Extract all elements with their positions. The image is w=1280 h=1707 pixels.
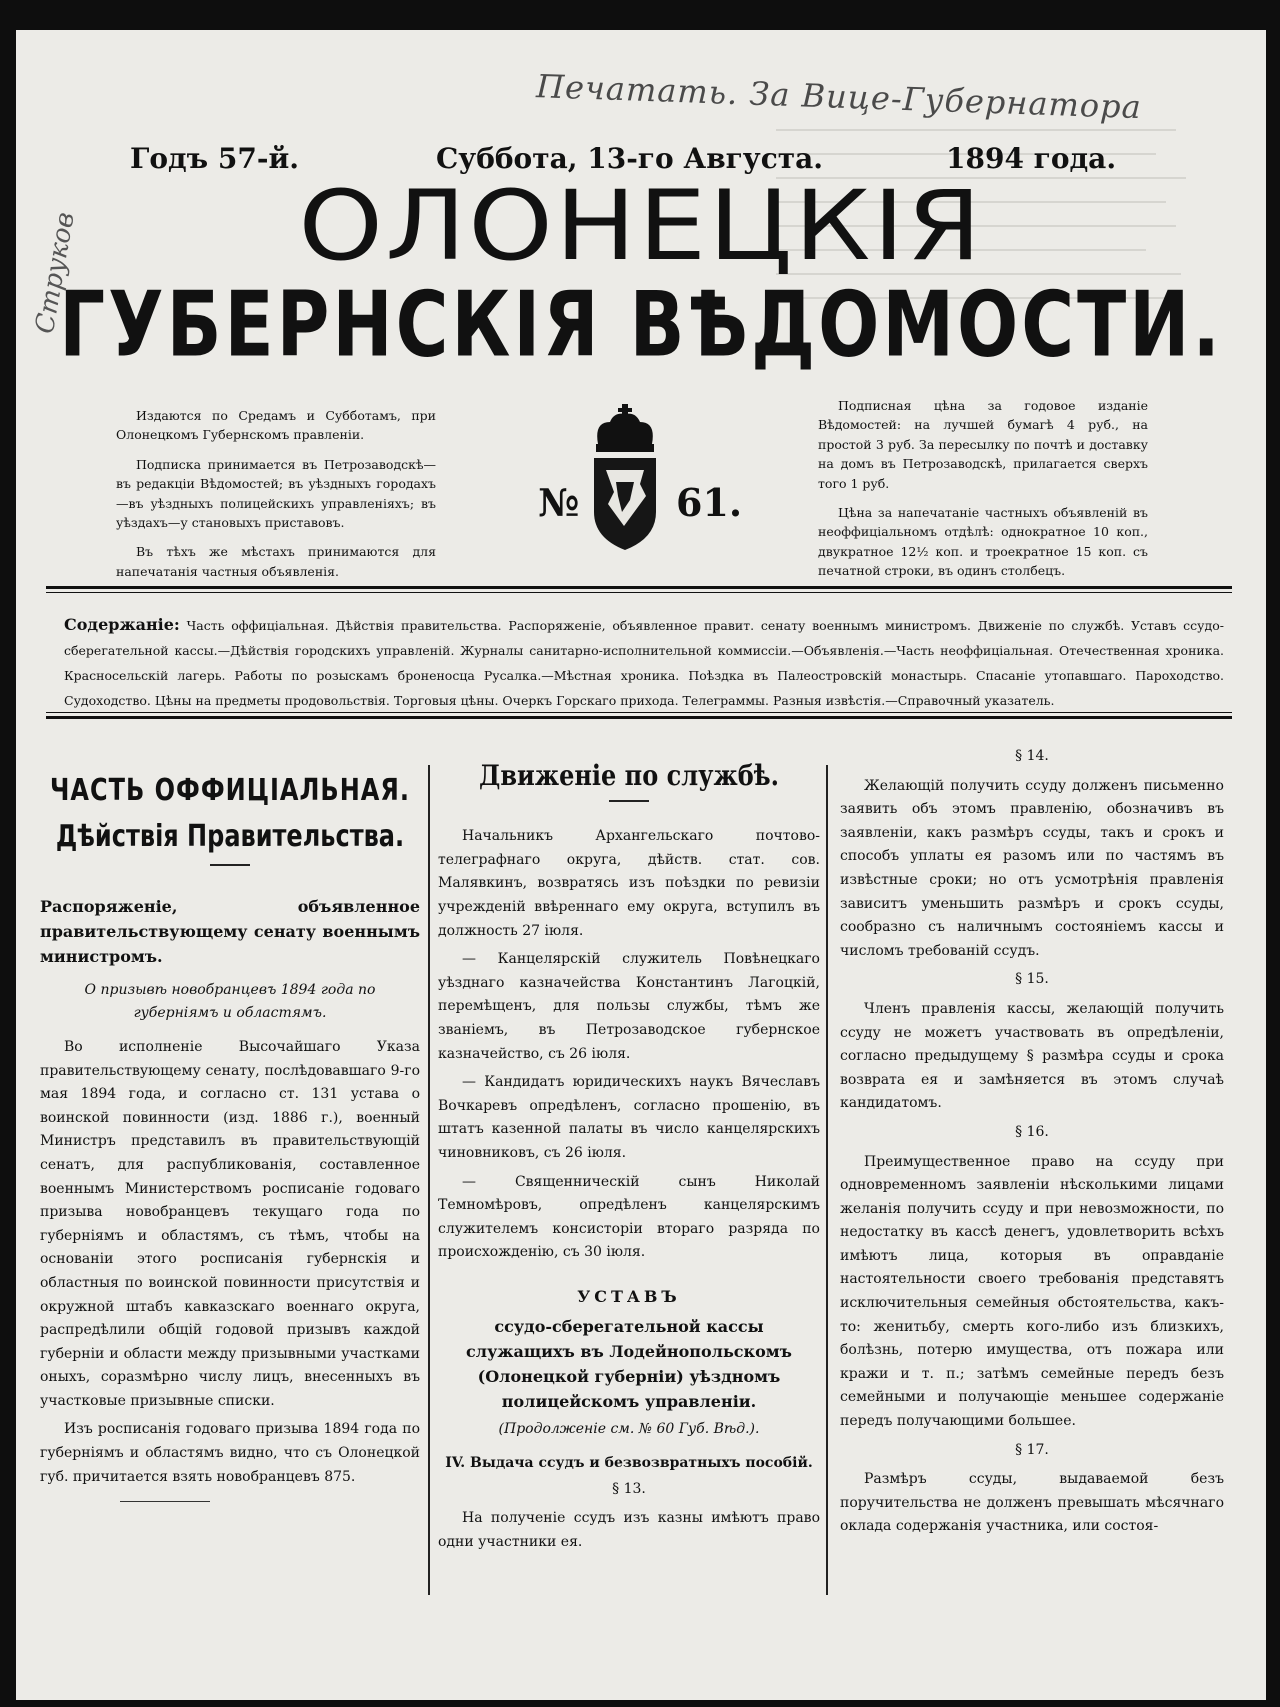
heading-divider bbox=[40, 854, 420, 878]
section-14-heading: § 14. bbox=[1015, 748, 1049, 764]
masthead-title-line1: ОЛОНЕЦКІЯ bbox=[298, 170, 984, 282]
section-14-text: Желающій получить ссуду долженъ письменно заявить объ этомъ правленію, обозначивъ въ заявленіи, какъ размѣръ ссуды, такъ и срокъ и способъ уплаты ея разомъ или по частямъ въ извѣстные сроки; но отъ усмотрѣнія правленія зависитъ уменьшить размѣръ и срокъ ссуды, сообразно съ наличнымъ состояніемъ кассы и числомъ требованій ссудъ. bbox=[840, 777, 1224, 959]
issue-number-symbol: № bbox=[538, 480, 580, 525]
decree-title: Распоряженіе, объявленное правительствующему сенату военнымъ министромъ. bbox=[40, 896, 420, 966]
column-charter-continued bbox=[840, 745, 1224, 1544]
issue-date: Суббота, 13-го Августа. bbox=[436, 142, 824, 175]
issue-number: 61. bbox=[676, 480, 743, 525]
decree-subtitle: О призывѣ новобранцевъ 1894 года по губерніямъ и областямъ. bbox=[84, 981, 376, 1022]
subscription-price: Подписная цѣна за годовое изданіе Вѣдомостей: на лучшей бумагѣ 4 руб., на простой 3 руб. За пересылку по почтѣ и доставку на домъ въ Петрозаводскѣ, прилагается сверхъ того 1 руб. bbox=[818, 398, 1148, 491]
heading-divider bbox=[438, 790, 820, 814]
charter-continuation-note: (Продолженіе см. № 60 Губ. Вѣд.). bbox=[498, 1421, 760, 1438]
section-16-text: Преимущественное право на ссуду при одновременномъ заявленіи нѣсколькими лицами желанія получить ссуду и при невозможности, по недостатку въ кассѣ денегъ, удовлетворить всѣхъ имѣютъ лица, которыя въ оправданіе настоятельности своего требованія представятъ исключительныя семейныя обстоятельства, какъ-то: женитьбу, смерть кого-либо изъ близкихъ, болѣзнь, потерю имущества, отъ пожара или кражи и т. п.; затѣмъ семейные передъ безъ семейными и получающіе меньшее содержаніе передъ получающими большее. bbox=[840, 1153, 1224, 1430]
contents-bottom-rule bbox=[46, 716, 1232, 719]
column-service-changes bbox=[438, 758, 820, 1559]
contents-text: Часть оффиціальная. Дѣйствія правительства. Распоряженіе, объявленное правит. сенату военнымъ министромъ. Движеніе по службѣ. Уставъ ссудо-сберегательной кассы.—Дѣйствія городскихъ управленій. Журналы санитарно-исполнительной коммиссіи.—Объявленія.—Часть неоффиціальная. Отечественная хроника. Красносельскій лагерь. Работы по розыскамъ броненосца Русалка.—Мѣстная хроника. Поѣздка въ Палеостровскій монастырь. Спасаніе утопавшаго. Пароходство. Судоходство. Цѣны на предметы продовольствія. Торговыя цѣны. Очеркъ Горскаго прихода. Телеграммы. Разныя извѣстія.—Справочный указатель. bbox=[64, 618, 1224, 708]
chapter-heading: IV. Выдача ссудъ и безвозвратныхъ пособій. bbox=[445, 1455, 813, 1472]
handwritten-approval-note: Печатать. За Вице-Губернатора bbox=[535, 67, 1143, 127]
column-official bbox=[40, 765, 420, 1502]
section-17-heading: § 17. bbox=[1015, 1441, 1049, 1458]
column-divider-2 bbox=[826, 765, 828, 1595]
service-changes-heading: Движеніе по службѣ. bbox=[479, 758, 779, 793]
section-17-text: Размѣръ ссуды, выдаваемой безъ поручительства не долженъ превышать мѣсячнаго оклада содержанія участника, или состоя- bbox=[840, 1471, 1224, 1535]
publication-year: Годъ 57-й. bbox=[130, 142, 299, 175]
table-of-contents bbox=[64, 612, 1224, 713]
contents-label: Содержаніе: bbox=[64, 615, 180, 634]
newspaper-page bbox=[16, 30, 1266, 1700]
publisher-info-right bbox=[818, 396, 1148, 590]
publisher-info-left bbox=[116, 406, 436, 591]
contents-top-rule bbox=[46, 586, 1232, 589]
section-13-heading: § 13. bbox=[612, 1480, 646, 1497]
publisher-info-left-3: Въ тѣхъ же мѣстахъ принимаются для напечатанія частныя объявленія. bbox=[116, 544, 436, 579]
advertisement-price: Цѣна за напечатаніе частныхъ объявленій въ неоффиціальномъ отдѣлѣ: однократное 10 коп., двукратное 12½ коп. и троекратное 15 коп. съ печатной строки, въ одинъ столбецъ. bbox=[818, 504, 1148, 578]
publisher-info-left-1: Издаются по Средамъ и Субботамъ, при Олонецкомъ Губернскомъ правленіи. bbox=[116, 408, 436, 443]
article-end-rule bbox=[120, 1501, 210, 1502]
service-paragraph-3: — Кандидатъ юридическихъ наукъ Вячеславъ Вочкаревъ опредѣленъ, согласно прошенію, въ штатъ казенной палаты въ число канцелярскихъ чиновниковъ, съ 26 іюля. bbox=[438, 1074, 820, 1161]
charter-title: УСТАВЪ bbox=[577, 1286, 681, 1306]
publisher-info-left-2: Подписка принимается въ Петрозаводскѣ—въ редакціи Вѣдомостей; въ уѣздныхъ городахъ—въ уѣздныхъ полицейскихъ управленіяхъ; въ уѣздахъ—у становыхъ приставовъ. bbox=[116, 456, 436, 530]
section-15-heading: § 15. bbox=[1015, 971, 1049, 988]
column-divider-1 bbox=[428, 765, 430, 1595]
olonets-coat-of-arms-icon bbox=[584, 404, 666, 554]
masthead-title-line2: ГУБЕРНСКІЯ ВѢДОМОСТИ. bbox=[59, 271, 1223, 377]
government-actions-heading: Дѣйствія Правительства. bbox=[55, 817, 405, 853]
section-15-text: Членъ правленія кассы, желающій получить ссуду не можетъ участвовать въ опредѣленіи, согласно предыдущему § размѣра ссуды и срока возврата ея и замѣняется въ этомъ случаѣ кандидатомъ. bbox=[840, 1000, 1224, 1112]
contents-top-rule-thin bbox=[46, 592, 1232, 593]
decree-paragraph-1: Во исполненіе Высочайшаго Указа правительствующему сенату, послѣдовавшаго 9-го мая 1894 года, и согласно ст. 131 устава о воинской повинности (изд. 1886 г.), военный Министръ представилъ въ правительствующій сенатъ, для распубликованія, составленное военнымъ Министерствомъ росписаніе годоваго призыва новобранцевъ текущаго года по губерніямъ и областямъ, съ тѣмъ, чтобы на основаніи этого росписанія губернскія и областныя по воинской повинности присутствія и окружной штабъ кавказскаго военнаго округа, распредѣлили общій годовой призывъ каждой губерніи и области между призывными участками оныхъ, соразмѣрно числу лицъ, внесенныхъ въ участковые призывные списки. bbox=[40, 1038, 420, 1409]
contents-bottom-rule-thin bbox=[46, 712, 1232, 713]
decree-paragraph-2: Изъ росписанія годоваго призыва 1894 года по губерніямъ и областямъ видно, что съ Олонецкой губ. причитается взять новобранцевъ 875. bbox=[40, 1421, 420, 1485]
official-part-heading: ЧАСТЬ ОФФИЦІАЛЬНАЯ. bbox=[50, 772, 410, 808]
section-16-heading: § 16. bbox=[1015, 1123, 1049, 1140]
charter-subtitle: ссудо-сберегательной кассы служащихъ въ Лодейнопольскомъ (Олонецкой губерніи) уѣздномъ полицейскомъ управленіи. bbox=[466, 1317, 792, 1412]
handwritten-margin-note: Струков bbox=[29, 210, 81, 336]
service-paragraph-2: — Канцелярскій служитель Повѣнецкаго уѣзднаго казначейства Константинъ Лагоцкій, перемѣщенъ, для пользы службы, тѣмъ же званіемъ, въ Петрозаводское губернское казначейство, съ 26 іюля. bbox=[438, 951, 820, 1062]
section-13-text: На полученіе ссудъ изъ казны имѣютъ право одни участники ея. bbox=[438, 1510, 820, 1550]
service-paragraph-1: Начальникъ Архангельскаго почтово-телеграфнаго округа, дѣйств. стат. сов. Малявкинъ, возвратясь изъ поѣздки по ревизіи учрежденій ввѣреннаго ему округа, вступилъ въ должность 27 іюля. bbox=[438, 828, 820, 939]
calendar-year: 1894 года. bbox=[946, 142, 1117, 175]
service-paragraph-4: — Священническій сынъ Николай Темномѣровъ, опредѣленъ канцелярскимъ служителемъ консисторіи втораго разряда по происхожденію, съ 30 іюля. bbox=[438, 1173, 820, 1261]
